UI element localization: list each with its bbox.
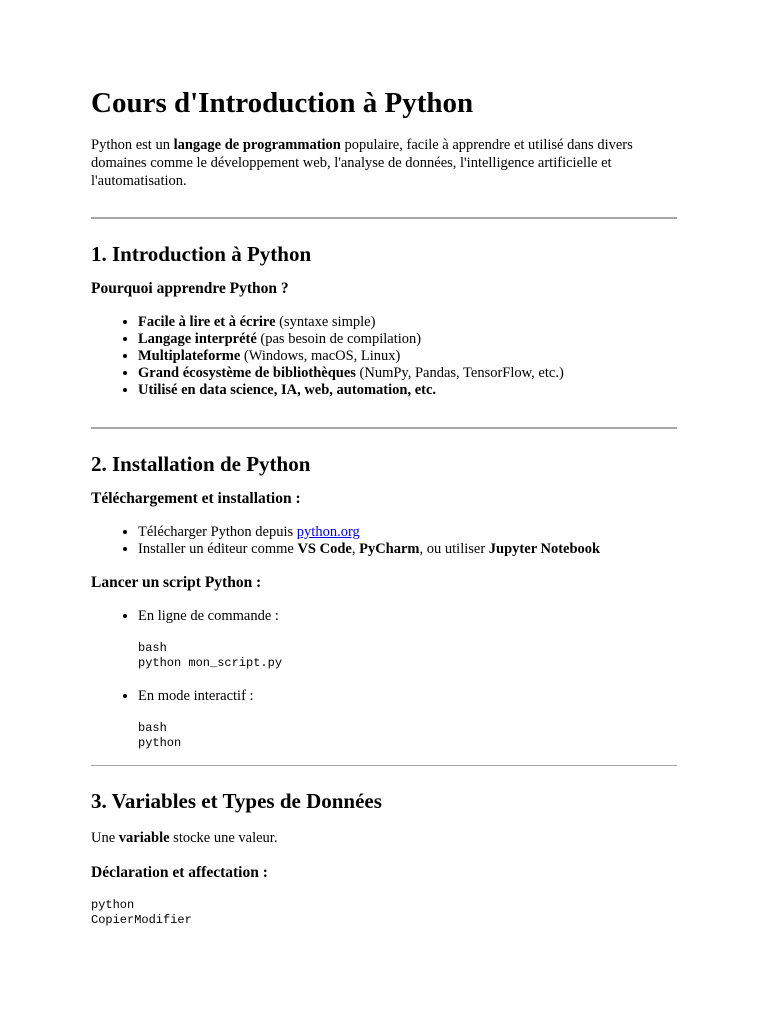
list-item	[138, 541, 677, 558]
document-content	[91, 84, 677, 928]
list-item	[138, 382, 677, 399]
section3-subheading: Déclaration et affectation :	[91, 864, 268, 881]
intro-suffix: populaire, facile à apprendre et utilisé dans divers domaines comme le développement web, l'analyse de données, l'intelligence artificielle et l'automatisation.	[91, 137, 633, 189]
page-title: Cours d'Introduction à Python	[91, 87, 474, 119]
list-item-bold: Grand écosystème de bibliothèques	[138, 365, 356, 381]
install-text: Installer un éditeur comme	[138, 541, 298, 557]
python-org-link[interactable]: python.org	[296, 524, 360, 540]
list-item-text: (Windows, macOS, Linux)	[240, 348, 401, 364]
download-text: Télécharger Python depuis	[138, 524, 297, 540]
section-divider	[91, 217, 677, 219]
list-item-bold: Multiplateforme	[138, 348, 241, 364]
section-divider	[91, 427, 677, 429]
section3-intro-suffix: stocke une valeur.	[169, 830, 278, 846]
section1-subheading: Pourquoi apprendre Python ?	[91, 280, 289, 297]
section2-run-list	[91, 608, 677, 751]
list-item	[138, 348, 677, 365]
code-lang: python	[91, 898, 135, 912]
cmd-label: En ligne de commande :	[138, 608, 279, 624]
list-item-text: (pas besoin de compilation)	[256, 331, 422, 347]
install-bold: PyCharm	[359, 541, 420, 557]
code-line: python	[138, 736, 182, 750]
section2-subheading-run: Lancer un script Python :	[91, 574, 262, 591]
intro-prefix: Python est un	[91, 137, 174, 153]
section1-list	[91, 314, 677, 399]
code-line: CopierModifier	[91, 913, 192, 927]
install-text: , ou utiliser	[419, 541, 489, 557]
list-item	[138, 524, 677, 541]
list-item-bold: Utilisé en data science, IA, web, automation, etc.	[138, 382, 437, 398]
section2-install-list	[91, 524, 677, 558]
list-item	[138, 365, 677, 382]
list-item	[138, 331, 677, 348]
section3-intro-bold: variable	[118, 830, 170, 846]
code-block	[138, 641, 677, 671]
code-lang: bash	[138, 641, 167, 655]
section3-intro-prefix: Une	[91, 830, 119, 846]
intro-bold: langage de programmation	[173, 137, 341, 153]
section1-heading: 1. Introduction à Python	[91, 242, 312, 266]
list-item	[138, 608, 677, 671]
section2-heading: 2. Installation de Python	[91, 452, 311, 476]
list-item-bold: Langage interprété	[138, 331, 257, 347]
install-bold: VS Code	[297, 541, 352, 557]
list-item	[138, 314, 677, 331]
interactive-label: En mode interactif :	[138, 688, 254, 704]
code-block	[138, 721, 677, 751]
list-item-text: (NumPy, Pandas, TensorFlow, etc.)	[355, 365, 564, 381]
section3-intro	[91, 829, 677, 847]
section2-subheading-download: Téléchargement et installation :	[91, 490, 301, 507]
list-item	[138, 688, 677, 751]
intro-paragraph	[91, 136, 677, 190]
list-item-text: (syntaxe simple)	[275, 314, 376, 330]
section-divider	[91, 765, 677, 766]
install-text: ,	[351, 541, 360, 557]
install-bold: Jupyter Notebook	[488, 541, 601, 557]
section3-heading: 3. Variables et Types de Données	[91, 789, 382, 813]
code-line: python mon_script.py	[138, 656, 283, 670]
code-lang: bash	[138, 721, 167, 735]
list-item-bold: Facile à lire et à écrire	[138, 314, 276, 330]
code-block	[91, 898, 677, 928]
